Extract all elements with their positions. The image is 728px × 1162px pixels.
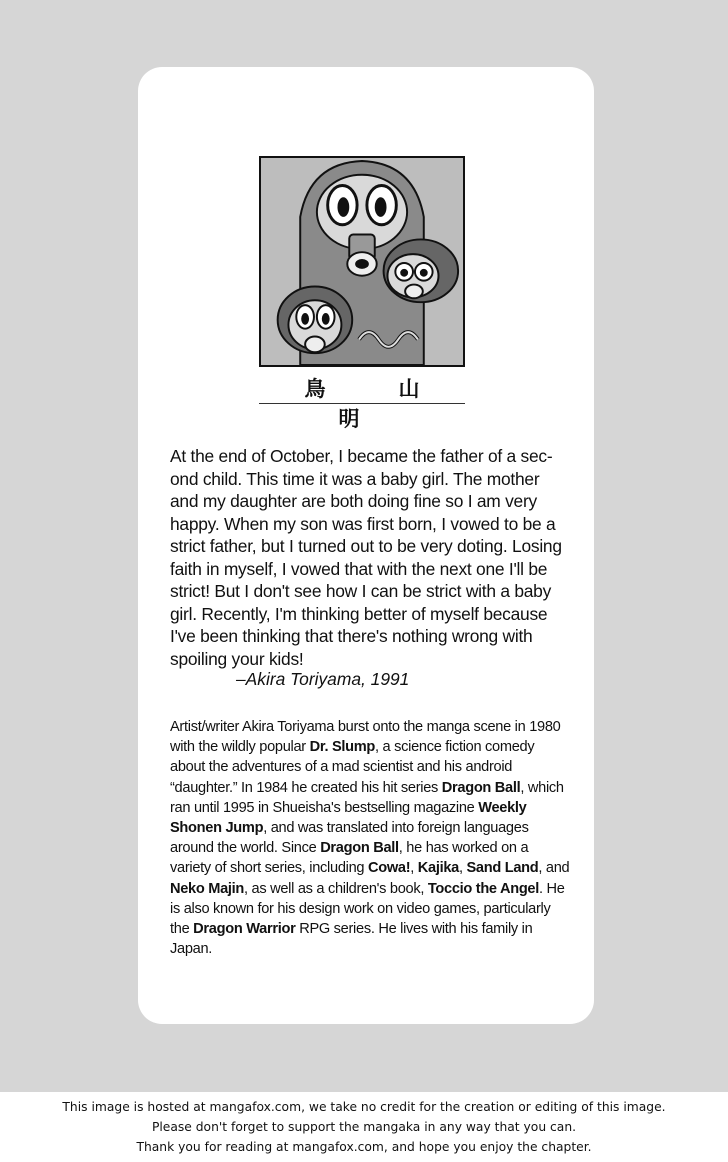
bio-text: , as well as a children's book, [244, 880, 428, 897]
host-footer [0, 1097, 728, 1157]
bio-title: Neko Majin [170, 880, 245, 897]
bio-text: RPG series. He lives with his family in Japan. [170, 921, 533, 958]
bio-title: Toccio the Angel [427, 880, 540, 897]
bio-text: Artist/writer Akira Toriyama burst onto the manga scene in 1980 with the wildly popular [170, 719, 561, 756]
bio-title: Dr. Slump [309, 739, 376, 756]
author-name-kanji: 鳥 山 明 [304, 376, 493, 431]
author-quote: At the end of October, I became the father of a sec-ond child. This time it was a baby girl. The mother and my daughter are both doing fine so I am very happy. When my son was first born, I vowed to be a strict father, but I turned out to be very doting. Losing faith in myself, I vowed that with the next one I'll be strict! But I don't see how I can be strict with a baby girl. Recently, I'm thinking better of myself because I've been thinking that there's nothing wrong with spoiling your kids! [170, 446, 562, 669]
bio-text: , and [538, 860, 570, 877]
bio-title: Dragon Warrior [193, 921, 296, 938]
bio-title: Kajika [417, 860, 459, 877]
bio-title: Dragon Ball [320, 840, 399, 857]
bio-title: Cowa! [367, 860, 411, 877]
bio-text: , which ran until 1995 in Shueisha's bestselling magazine [170, 779, 564, 816]
bio-title: Sand Land [466, 860, 539, 877]
footer-line: This image is hosted at mangafox.com, we take no credit for the creation or editing of this image. [62, 1100, 666, 1114]
footer-line: Thank you for reading at mangafox.com, and hope you enjoy the chapter. [136, 1140, 592, 1154]
quote-signature: –Akira Toriyama, 1991 [236, 669, 410, 689]
name-divider [259, 403, 465, 404]
bio-text: , and was translated into foreign languages around the world. Since [170, 820, 529, 857]
bio-text: , a science fiction comedy about the adventures of a mad scientist and his android “daughter.” In 1984 he created his hit series [170, 739, 535, 796]
author-card [138, 67, 594, 1024]
bio-text: . He is also known for his design work on video games, particularly the [170, 880, 565, 938]
bio-title: Weekly Shonen Jump [170, 799, 527, 837]
bio-text: , [458, 860, 467, 877]
author-biography [170, 717, 570, 959]
bio-text: , he has worked on a variety of short series, including [170, 840, 529, 877]
bio-text: , [410, 860, 418, 877]
footer-line: Please don't forget to support the mangaka in any way that you can. [151, 1120, 577, 1134]
bio-title: Dragon Ball [441, 779, 521, 796]
author-portrait-illustration [259, 156, 465, 367]
